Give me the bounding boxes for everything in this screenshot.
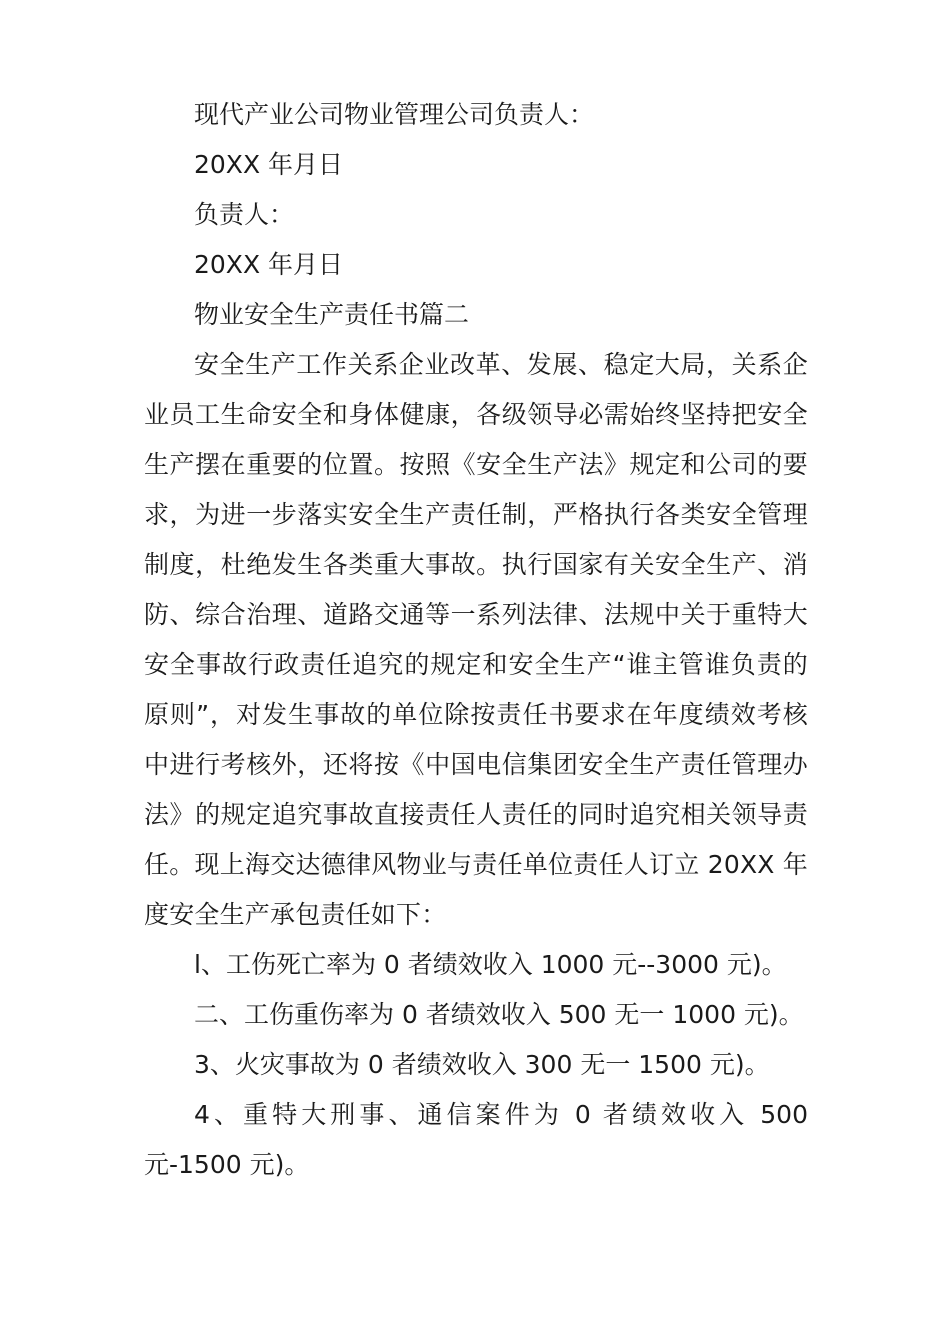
section-title: 物业安全生产责任书篇二 [194,300,470,329]
document-page [144,90,808,1190]
list-item: 二、工伤重伤率为 0 者绩效收入 500 无一 1000 元)。 [194,1000,804,1029]
signer-company-line: 现代产业公司物业管理公司负责人： [194,100,595,129]
signer-person-line: 负责人： [194,200,295,229]
list-item: l、工伤死亡率为 0 者绩效收入 1000 元--3000 元)。 [194,950,787,979]
list-item: 3、火灾事故为 0 者绩效收入 300 无一 1500 元)。 [194,1050,770,1079]
date-line: 20XX 年月日 [194,250,344,279]
date-line: 20XX 年月日 [194,150,344,179]
intro-paragraph: 安全生产工作关系企业改革、发展、稳定大局，关系企业员工生命安全和身体健康，各级领导必需始终坚持把安全生产摆在重要的位置。按照《安全生产法》规定和公司的要求，为进一步落实安全生产责任制，严格执行各类安全管理制度，杜绝发生各类重大事故。执行国家有关安全生产、消防、综合治理、道路交通等一系列法律、法规中关于重特大安全事故行政责任追究的规定和安全生产“谁主管谁负责的原则”，对发生事故的单位除按责任书要求在年度绩效考核中进行考核外，还将按《中国电信集团安全生产责任管理办法》的规定追究事故直接责任人责任的同时追究相关领导责任。现上海交达德律风物业与责任单位责任人订立 20XX 年度安全生产承包责任如下： [144,350,808,929]
list-item: 4、重特大刑事、通信案件为 0 者绩效收入 500 元-1500 元)。 [144,1100,808,1179]
